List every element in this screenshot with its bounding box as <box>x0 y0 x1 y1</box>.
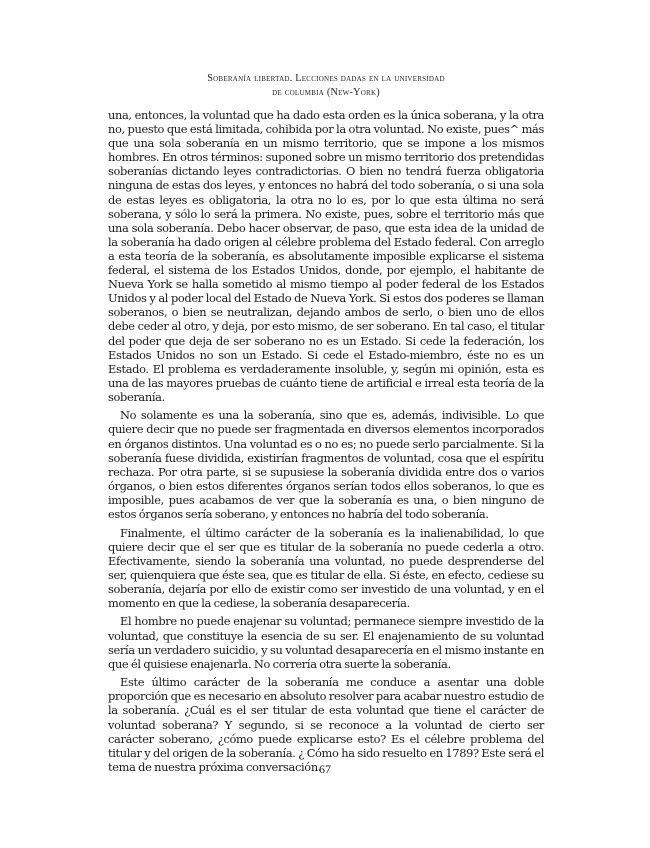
running-header-line-2: de columbia (New-York) <box>272 87 380 98</box>
running-header <box>150 72 502 100</box>
running-header-line-1: Soberanía libertad. Lecciones dadas en la universidad <box>207 73 445 84</box>
paragraph: Finalmente, el último carácter de la soberanía es la inalienabilidad, lo que quiere decir que el ser que es titular de la soberanía no puede cederla a otro. Efectivamente, siendo la soberanía una voluntad, no puede desprenderse del ser, quienquiera que éste sea, que es titular de ella. Si éste, en efecto, cediese su soberanía, dejaría por ello de existir como ser investido de una voluntad, y en el momento en que la cediese, la soberanía desaparecería. <box>108 525 544 610</box>
body-text <box>108 108 544 778</box>
paragraph: El hombre no puede enajenar su voluntad; permanece siempre investido de la voluntad, que constituye la esencia de su ser. El enajenamiento de su voluntad sería un verdadero suicidio, y su voluntad desaparecería en el mismo instante en que él quisiese enajenarla. No correría otra suerte la soberanía. <box>108 614 544 671</box>
page-number: 67 <box>319 762 331 776</box>
paragraph: No solamente es una la soberanía, sino que es, además, indivisible. Lo que quiere decir que no puede ser fragmentada en diversos elementos incorporados en órganos distintos. Una voluntad es o no es; no puede serlo parcialmente. Si la soberanía fuese dividida, existirían fragmentos de voluntad, cosa que el espíritu rechaza. Por otra parte, si se supusiese la soberanía dividida entre dos o varios órganos, o bien estos diferentes órganos serían todos ellos soberanos, lo que es imposible, pues acabamos de ver que la soberanía es una, o bien ninguno de estos órganos sería soberano, y entonces no habría del todo soberanía. <box>108 408 544 522</box>
paragraph: Este último carácter de la soberanía me conduce a asentar una doble proporción que es necesario en absoluto resolver para acabar nuestro estudio de la soberanía. ¿Cuál es el ser titular de esta voluntad que tiene el carácter de voluntad soberana? Y segundo, si se reconoce a la voluntad de cierto ser carácter soberano, ¿cómo puede explicarse esto? Es el célebre problema del titular y del origen de la soberanía. ¿ Cómo ha sido resuelto en 1789? Este será el tema de nuestra próxima conversación. <box>108 675 544 774</box>
paragraph: una, entonces, la voluntad que ha dado esta orden es la única soberana, y la otra no, puesto que está limitada, cohibida por la otra voluntad. No existe, pues^ más que una sola soberanía en un mismo territorio, que se impone a los mismos hombres. En otros términos: suponed sobre un mismo territorio dos pretendidas soberanías dictando leyes contradictorias. O bien no tendrá fuerza obligatoria ninguna de estas dos leyes, y entonces no habrá del todo soberanía, o si una sola de estas leyes es obligatoria, la otra no lo es, por lo que esta última no será soberana, y sólo lo será la primera. No existe, pues, sobre el territorio más que una sola soberanía. Debo hacer observar, de paso, que esta idea de la unidad de la soberanía ha dado origen al célebre problema del Estado federal. Con arreglo a esta teoría de la soberanía, es absolutamente imposible explicarse el sistema federal, el sistema de los Estados Unidos, donde, por ejemplo, el habitante de Nueva York se halla sometido al mismo tiempo al poder federal de los Estados Unidos y al poder local del Estado de Nueva York. Si estos dos poderes se llaman soberanos, o bien se neutralizan, dejando ambos de serlo, o bien uno de ellos debe ceder al otro, y deja, por esto mismo, de ser soberano. En tal caso, el titular del poder que deja de ser soberano no es un Estado. Si cede la federación, los Estados Unidos no son un Estado. Si cede el Estado-miembro, éste no es un Estado. El problema es verdaderamente insoluble, y, según mi opinión, esta es una de las mayores pruebas de cuánto tiene de artificial e irreal esta teoría de la soberanía. <box>108 108 544 404</box>
